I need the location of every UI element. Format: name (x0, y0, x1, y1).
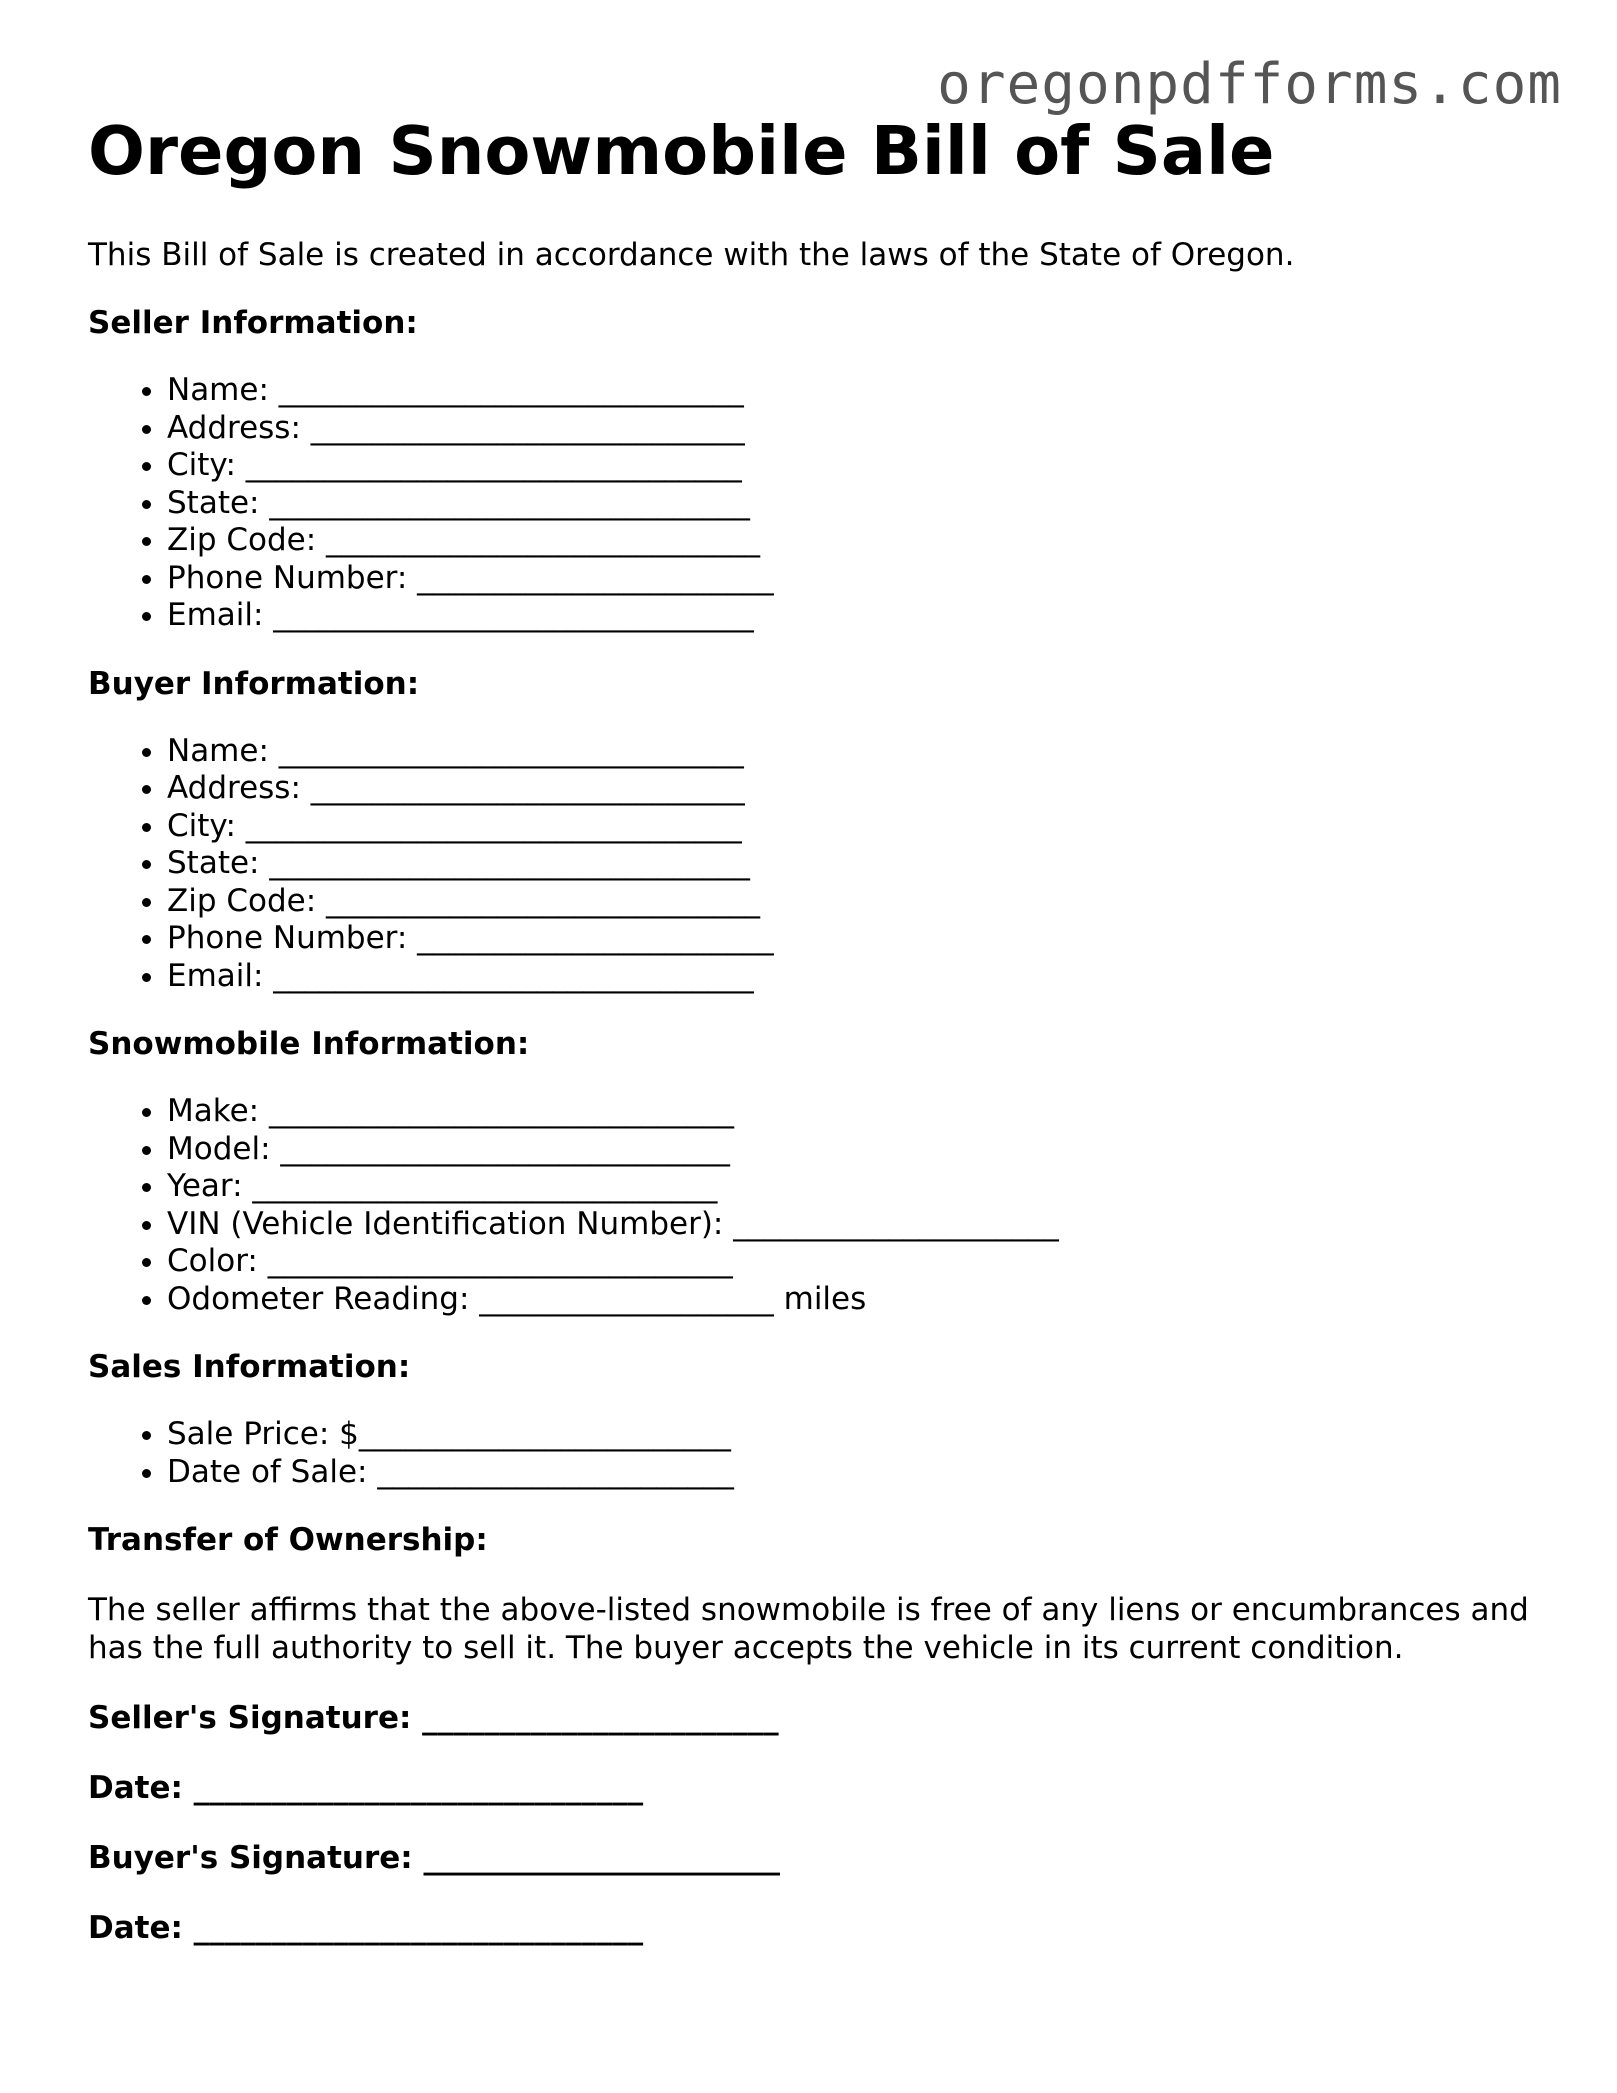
seller-city-field[interactable]: • City: ________________________________ (167, 447, 1548, 485)
buyer-zip-field[interactable]: • Zip Code: ____________________________ (167, 883, 1548, 921)
snowmobile-color-field[interactable]: • Color: ______________________________ (167, 1243, 1548, 1281)
seller-signature-field[interactable]: Seller's Signature: _______________________ (88, 1700, 779, 1736)
snowmobile-year-field[interactable]: • Year: ______________________________ (167, 1168, 1548, 1206)
sales-fields-list (88, 1416, 1548, 1491)
snowmobile-fields-list (88, 1093, 1548, 1318)
seller-email-field[interactable]: • Email: _______________________________ (167, 597, 1548, 635)
document-title: Oregon Snowmobile Bill of Sale (88, 112, 1275, 190)
buyer-phone-field[interactable]: • Phone Number: _______________________ (167, 920, 1548, 958)
seller-name-field[interactable]: • Name: ______________________________ (167, 372, 1548, 410)
seller-date-field[interactable]: Date: _____________________________ (88, 1770, 644, 1806)
seller-section-heading: Seller Information: (88, 305, 418, 341)
buyer-signature-field[interactable]: Buyer's Signature: _______________________ (88, 1840, 780, 1876)
snowmobile-make-field[interactable]: • Make: ______________________________ (167, 1093, 1548, 1131)
sales-section-heading: Sales Information: (88, 1349, 411, 1385)
sale-price-field[interactable]: • Sale Price: $________________________ (167, 1416, 1548, 1454)
document-page (88, 110, 1548, 1947)
buyer-fields-list (88, 733, 1548, 996)
buyer-name-field[interactable]: • Name: ______________________________ (167, 733, 1548, 771)
buyer-date-field[interactable]: Date: _____________________________ (88, 1910, 644, 1946)
transfer-section-heading: Transfer of Ownership: (88, 1522, 488, 1558)
buyer-city-field[interactable]: • City: ________________________________ (167, 808, 1548, 846)
buyer-section-heading: Buyer Information: (88, 665, 420, 702)
buyer-email-field[interactable]: • Email: _______________________________ (167, 958, 1548, 996)
seller-zip-field[interactable]: • Zip Code: ____________________________ (167, 522, 1548, 560)
snowmobile-model-field[interactable]: • Model: _____________________________ (167, 1131, 1548, 1169)
sale-date-field[interactable]: • Date of Sale: _______________________ (167, 1454, 1548, 1492)
intro-text: This Bill of Sale is created in accordance with the laws of the State of Oregon. (88, 237, 1295, 273)
buyer-address-field[interactable]: • Address: ____________________________ (167, 770, 1548, 808)
seller-state-field[interactable]: • State: _______________________________ (167, 485, 1548, 523)
snowmobile-section-heading: Snowmobile Information: (88, 1026, 530, 1062)
buyer-state-field[interactable]: • State: _______________________________ (167, 845, 1548, 883)
snowmobile-odometer-field[interactable]: • Odometer Reading: ___________________ miles (167, 1281, 1548, 1319)
snowmobile-vin-field[interactable]: • VIN (Vehicle Identification Number): _____________________ (167, 1206, 1548, 1244)
seller-address-field[interactable]: • Address: ____________________________ (167, 410, 1548, 448)
seller-fields-list (88, 372, 1548, 635)
watermark: oregonpdfforms.com (937, 52, 1562, 117)
transfer-text: The seller affirms that the above-listed snowmobile is free of any liens or encumbrances and has the full authority to sell it. The buyer accepts the vehicle in its current condition. (88, 1592, 1529, 1666)
seller-phone-field[interactable]: • Phone Number: _______________________ (167, 560, 1548, 598)
